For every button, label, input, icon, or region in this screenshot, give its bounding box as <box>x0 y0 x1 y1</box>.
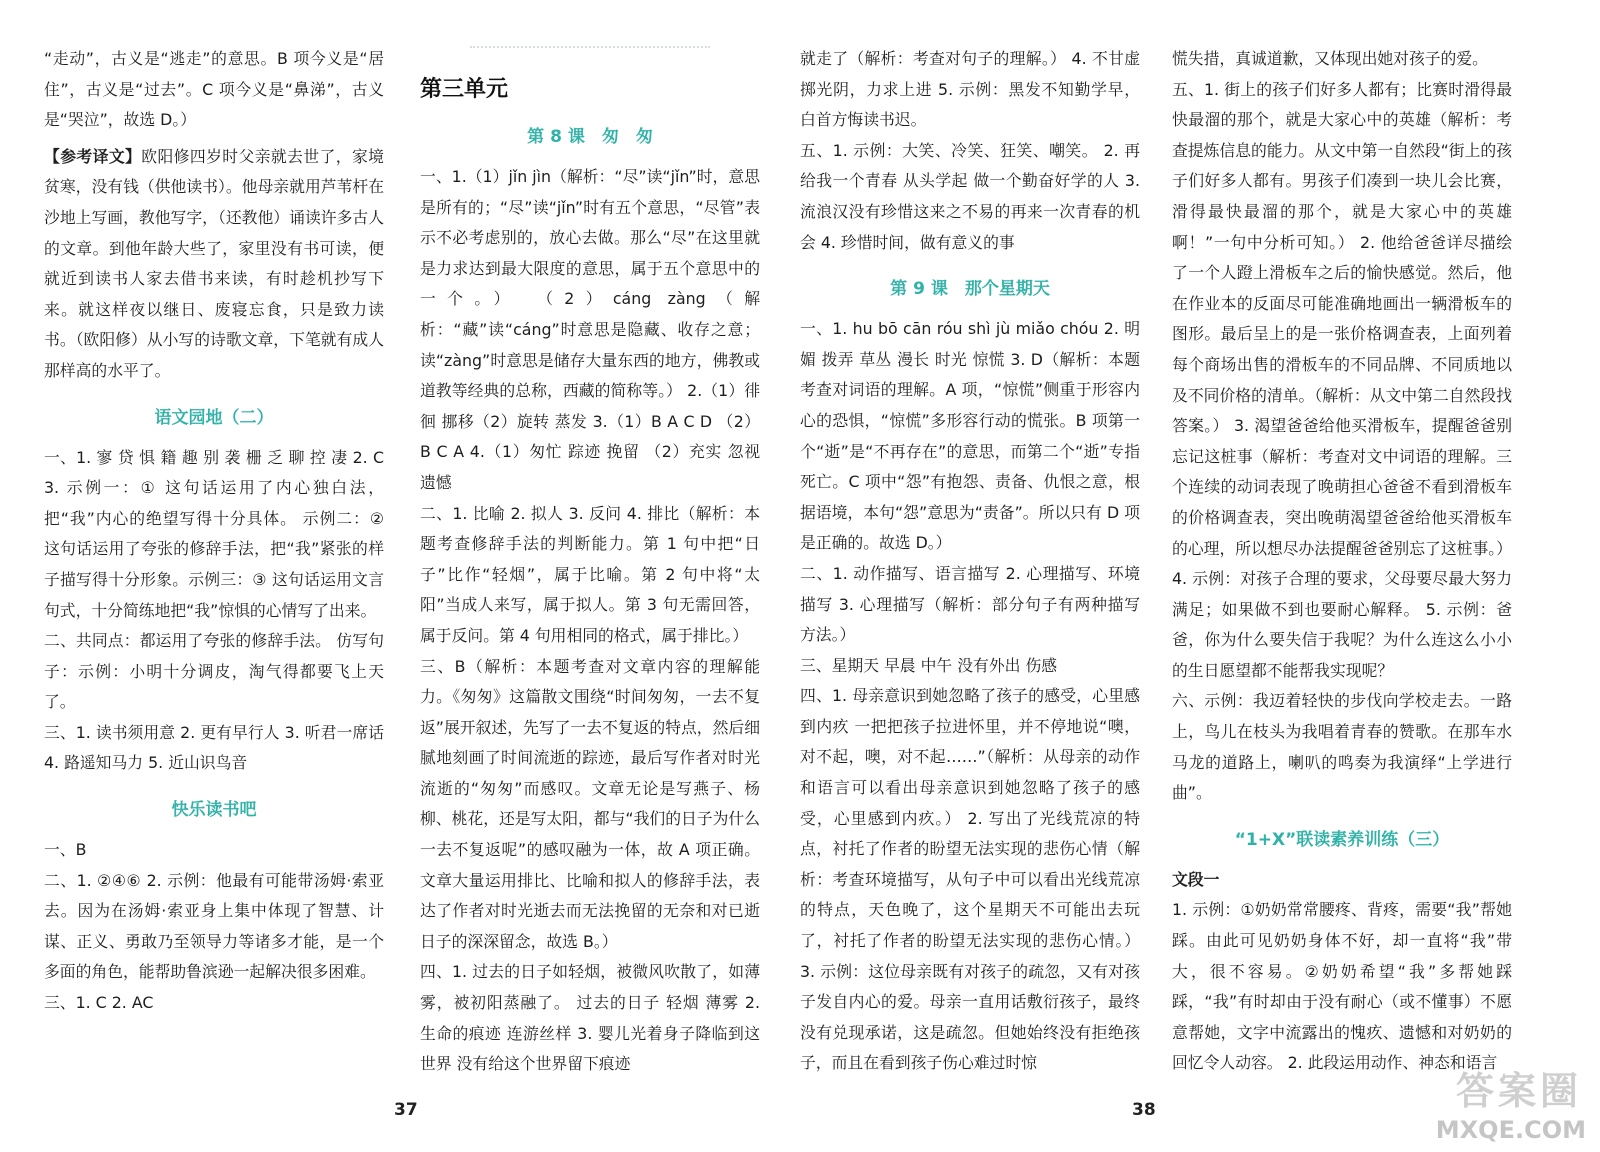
column-4 <box>1172 44 1512 1079</box>
section-title-reading: 快乐读书吧 <box>171 800 257 821</box>
paragraph: 五、1. 街上的孩子们好多人都有；比赛时滑得最快最溜的那个，就是大家心中的英雄（解析：考查提炼信息的能力。从文中第一自然段“街上的孩子们好多人都有。男孩子们凑到一块儿会比赛，滑得最快最溜的那个，就是大家心中的英雄啊！”一句中分析可知。） 2. 他给爸爸详尽描绘了一个人蹬上滑板车之后的愉快感觉。然后，他在作业本的反面尽可能准确地画出一辆滑板车的图形。最后呈上的是一张价格调查表，上面列着每个商场出售的滑板车的不同品牌、不同质地以及不同价格的清单。（解析：从文中第二自然段找答案。） 3. 渴望爸爸给他买滑板车，提醒爸爸别忘记这桩事（解析：考查对文中词语的理解。三个连续的动词表现了晚萌担心爸爸不看到滑板车的价格调查表，突出晚萌渴望爸爸给他买滑板车的心理，所以想尽办法提醒爸爸别忘了这桩事。） 4. 示例：对孩子合理的要求，父母要尽最大努力满足；如果做不到也要耐心解释。 5. 示例：爸爸，你为什么要失信于我呢？为什么连这么小小的生日愿望都不能帮我实现呢？ <box>1172 79 1512 680</box>
paragraph: 二、1. 比喻 2. 拟人 3. 反问 4. 排比（解析：本题考查修辞手法的判断能力。第 1 句中把“日子”比作“轻烟”，属于比喻。第 2 句中将“太阳”当成人来写，属于拟人。第 3 句无需回答，属于反问。第 4 句用相同的格式，属于排比。） <box>420 503 760 645</box>
paragraph: 二、1. ②④⑥ 2. 示例：他最有可能带汤姆·索亚去。因为在汤姆·索亚身上集中体现了智慧、计谋、正义、勇敢乃至领导力等诸多才能，是一个多面的角色，能帮助鲁滨逊一起解决很多困难。 <box>44 870 384 982</box>
paragraph: 一、B <box>44 840 87 860</box>
watermark-logo: 答案圈 <box>1455 1069 1582 1113</box>
paragraph: 一、1. hu bō cān róu shì jù miǎo chóu 2. 明媚 拨弄 草丛 漫长 时光 惊慌 3. D（解析：本题考查对词语的理解。A 项，“惊慌”侧重于形容内心的恐惧，“惊慌”多形容行动的慌张。B 项第一个“逝”是“不再存在”的意思，而第二个“逝”专指死亡。C 项中“怨”有抱怨、责备、仇恨之意，根据语境，本句“怨”意思为“责备”。所以只有 D 项是正确的。故选 D。） <box>800 319 1140 553</box>
paragraph: “走动”，古义是“逃走”的意思。B 项今义是“居住”，古义是“过去”。C 项今义是“鼻涕”，古义是“哭泣”，故选 D。） <box>44 49 384 130</box>
paragraph: 三、B（解析：本题考查对文章内容的理解能力。《匆匆》这篇散文围绕“时间匆匆，一去不复返”展开叙述，先写了一去不复返的特点，然后细腻地刻画了时间流逝的踪迹，最后写作者对时光流逝的“匆匆”而感叹。文章无论是写燕子、杨柳、桃花，还是写太阳，都与“我们的日子为什么一去不复返呢”的感叹融为一体，故 A 项正确。文章大量运用排比、比喻和拟人的修辞手法，表达了作者对时光逝去而无法挽留的无奈和对已逝日子的深深留念，故选 B。） <box>420 656 760 951</box>
paragraph: 二、1. 动作描写、语言描写 2. 心理描写、环境描写 3. 心理描写（解析：部分句子有两种描写方法。） <box>800 563 1140 645</box>
column-3 <box>800 44 1140 1079</box>
paragraph: 三、星期天 早晨 中午 没有外出 伤感 <box>800 655 1058 675</box>
paragraph: 五、1. 示例：大笑、冷笑、狂笑、嘲笑。 2. 再给我一个青春 从头学起 做一个勤奋好学的人 3. 流浪汉没有珍惜这来之不易的再来一次青春的机会 4. 珍惜时间，做有意义的事 <box>800 140 1140 252</box>
section-title-lesson-9: 第 9 课 那个星期天 <box>890 279 1050 300</box>
watermark-url: MXQE.COM <box>1435 1116 1586 1144</box>
unit-title: 第三单元 <box>420 77 509 102</box>
section-title-yuwenyuandi: 语文园地（二） <box>154 407 274 428</box>
watermark <box>1412 1060 1592 1146</box>
passage-heading: 文段一 <box>1172 869 1220 889</box>
paragraph: 三、1. C 2. AC <box>44 993 154 1013</box>
section-title-lesson-8: 第 8 课 匆 匆 <box>527 127 653 147</box>
paragraph: 四、1. 母亲意识到她忽略了孩子的感受，心里感到内疚 一把把孩子拉进怀里，并不停地说“噢，对不起，噢，对不起……”（解析：从母亲的动作和语言可以看出母亲意识到她忽略了孩子的感受，心里感到内疚。） 2. 写出了光线荒凉的特点，衬托了作者的盼望无法实现的悲伤心情（解析：考查环境描写，从句子中可以看出光线荒凉的特点，天色晚了，这个星期天不可能出去玩了，衬托了作者的盼望无法实现的悲伤心情。） 3. 示例：这位母亲既有对孩子的疏忽，又有对孩子发自内心的爱。母亲一直用话敷衍孩子，最终没有兑现承诺，这是疏忽。但她始终没有拒绝孩子，而且在看到孩子伤心难过时惊 <box>800 686 1140 1073</box>
paragraph: 四、1. 过去的日子如轻烟，被微风吹散了，如薄雾，被初阳蒸融了。 过去的日子 轻烟 薄雾 2. 生命的痕迹 连游丝样 3. 婴儿光着身子降临到这世界 没有给这个世界留下痕迹 <box>420 962 760 1074</box>
translation-paragraph <box>44 142 384 387</box>
paragraph: 就走了（解析：考查对句子的理解。） 4. 不甘虚掷光阴，力求上进 5. 示例：黑发不知勤学早，白首方悔读书迟。 <box>800 49 1140 130</box>
translation-body: 欧阳修四岁时父亲就去世了，家境贫寒，没有钱（供他读书）。他母亲就用芦苇杆在沙地上写画，教他写字，（还教他）诵读许多古人的文章。到他年龄大些了，家里没有书可读，便就近到读书人家去借书来读，有时趁机抄写下来。就这样夜以继日、废寝忘食，只是致力读书。（欧阳修）从小写的诗歌文章，下笔就有成人那样高的水平了。 <box>44 146 384 380</box>
page-number-left: 37 <box>394 1100 418 1120</box>
paragraph: 慌失措，真诚道歉，又体现出她对孩子的爱。 <box>1172 49 1488 68</box>
paragraph: 1. 示例：①奶奶常常腰疼、背疼，需要“我”帮她踩。由此可见奶奶身体不好，却一直将“我”带大，很不容易。②奶奶希望“我”多帮她踩踩，“我”有时却由于没有耐心（或不懂事）不愿意帮她，文字中流露出的愧疚、遗憾和对奶奶的回忆令人动容。 2. 此段运用动作、神态和语言 <box>1172 900 1512 1073</box>
page-number-right: 38 <box>1132 1100 1156 1120</box>
paragraph: 二、共同点：都运用了夸张的修辞手法。 仿写句子：示例：小明十分调皮，淘气得都要飞上天了。 <box>44 631 384 712</box>
column-2 <box>420 44 760 1080</box>
paragraph: 六、示例：我迈着轻快的步伐向学校走去。一路上，鸟儿在枝头为我唱着青春的赞歌。在那车水马龙的道路上，喇叭的鸣奏为我演绎“上学进行曲”。 <box>1172 691 1512 803</box>
paragraph: 三、1. 读书须用意 2. 更有早行人 3. 听君一席话 4. 路遥知马力 5. 近山识鸟音 <box>44 722 384 773</box>
translation-heading: 【参考译文】 <box>44 146 142 166</box>
paragraph: 一、1.（1）jǐn jìn（解析：“尽”读“jǐn”时，意思是所有的；“尽”读“jǐn”时有五个意思，“尽管”表示不必考虑别的，放心去做。那么“尽”在这里就是力求达到最大限度的意思，属于五个意思中的一个。） （2）cáng zàng（解析：“藏”读“cáng”时意思是隐藏、收存之意；读“zàng”时意思是储存大量东西的地方，佛教或道教等经典的总称，西藏的简称等。） 2.（1）徘徊 挪移（2）旋转 蒸发 3.（1）B A C D （2）B C A 4.（1）匆忙 踪迹 挽留 （2）充实 忽视 遗憾 <box>420 167 760 492</box>
paragraph: 一、1. 寥 贷 惧 籍 趣 别 袭 栅 乏 聊 控 凄 2. C 3. 示例一：① 这句话运用了内心独白法，把“我”内心的绝望写得十分具体。 示例二：② 这句话运用了夸张的修辞手法，把“我”紧张的样子描写得十分形象。示例三：③ 这句话运用文言句式，十分简练地把“我”惊惧的心情写了出来。 <box>44 447 384 620</box>
section-title-lianlu: “1+X”联读素养训练（三） <box>1234 829 1450 850</box>
column-1 <box>44 44 384 1019</box>
